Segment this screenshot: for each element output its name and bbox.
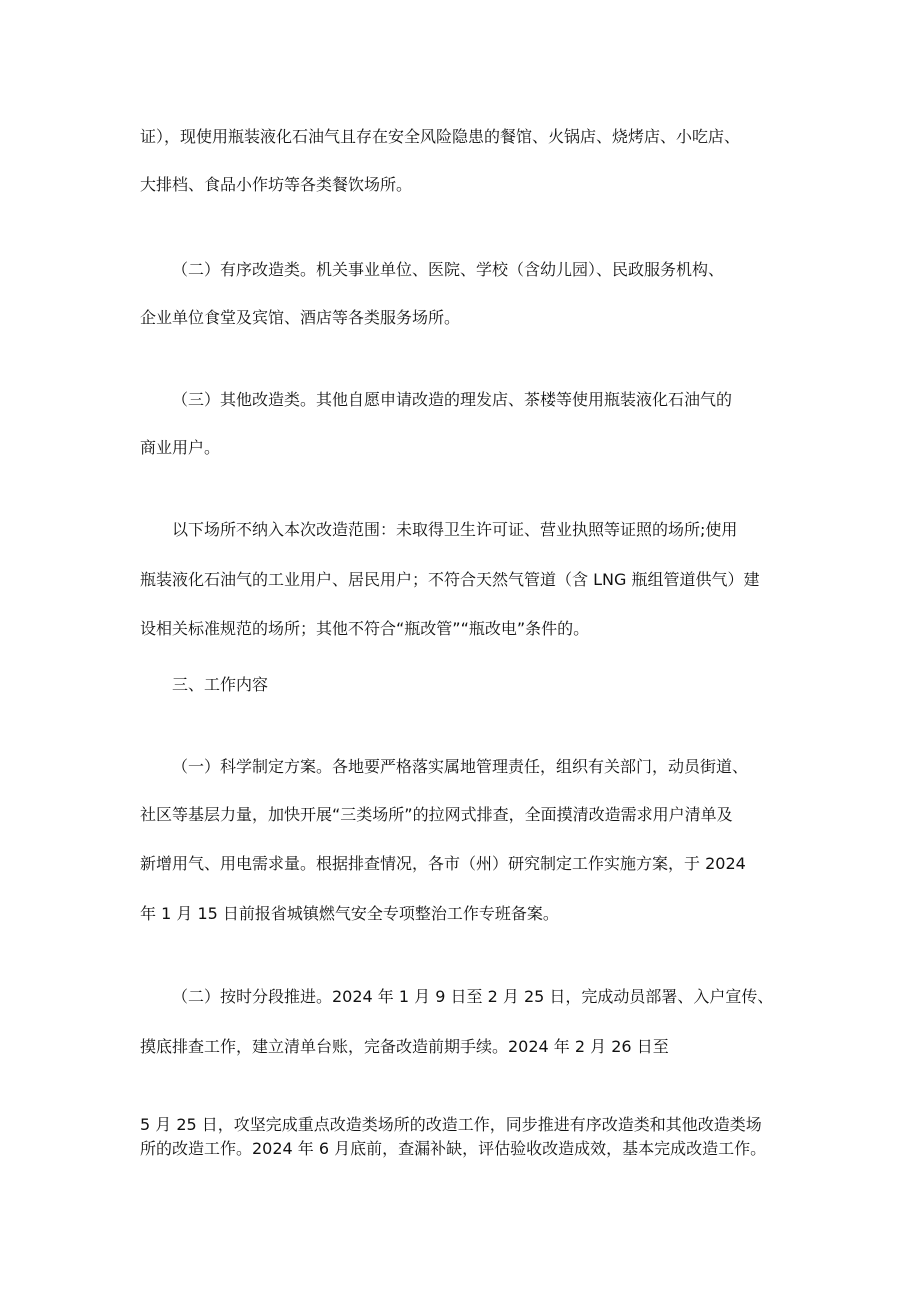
paragraph-line: （一）科学制定方案。各地要严格落实属地管理责任，组织有关部门，动员街道、	[172, 757, 749, 776]
paragraph-line: 企业单位食堂及宾馆、酒店等各类服务场所。	[140, 308, 461, 327]
paragraph-line: 证），现使用瓶装液化石油气且存在安全风险隐患的餐馆、火锅店、烧烤店、小吃店、	[140, 127, 741, 146]
paragraph-line: （二）有序改造类。机关事业单位、医院、学校（含幼儿园）、民政服务机构、	[172, 260, 725, 279]
paragraph-line: 所的改造工作。2024 年 6 月底前，查漏补缺，评估验收改造成效，基本完成改造工作。	[140, 1139, 767, 1158]
section-heading: 三、工作内容	[172, 675, 269, 694]
paragraph-line: 以下场所不纳入本次改造范围：未取得卫生许可证、营业执照等证照的场所;使用	[172, 520, 738, 539]
paragraph-line: 社区等基层力量，加快开展“三类场所”的拉网式排查，全面摸清改造需求用户清单及	[140, 805, 733, 824]
paragraph-line: 瓶装液化石油气的工业用户、居民用户；不符合天然气管道（含 LNG 瓶组管道供气）建	[140, 570, 760, 589]
paragraph-line: 年 1 月 15 日前报省城镇燃气安全专项整治工作专班备案。	[140, 904, 559, 923]
paragraph-line: 商业用户。	[140, 438, 221, 457]
paragraph-line: （三）其他改造类。其他自愿申请改造的理发店、茶楼等使用瓶装液化石油气的	[172, 390, 733, 409]
paragraph-line: （二）按时分段推进。2024 年 1 月 9 日至 2 月 25 日，完成动员部署、入户宣传、	[172, 987, 774, 1006]
paragraph-line: 新增用气、用电需求量。根据排查情况，各市（州）研究制定工作实施方案，于 2024	[140, 854, 746, 873]
paragraph-line: 设相关标准规范的场所；其他不符合“瓶改管”“瓶改电”条件的。	[140, 619, 590, 638]
paragraph-line: 大排档、食品小作坊等各类餐饮场所。	[140, 175, 413, 194]
paragraph-line: 摸底排查工作，建立清单台账，完备改造前期手续。2024 年 2 月 26 日至	[140, 1037, 669, 1056]
paragraph-line: 5 月 25 日，攻坚完成重点改造类场所的改造工作，同步推进有序改造类和其他改造类场	[140, 1115, 762, 1134]
